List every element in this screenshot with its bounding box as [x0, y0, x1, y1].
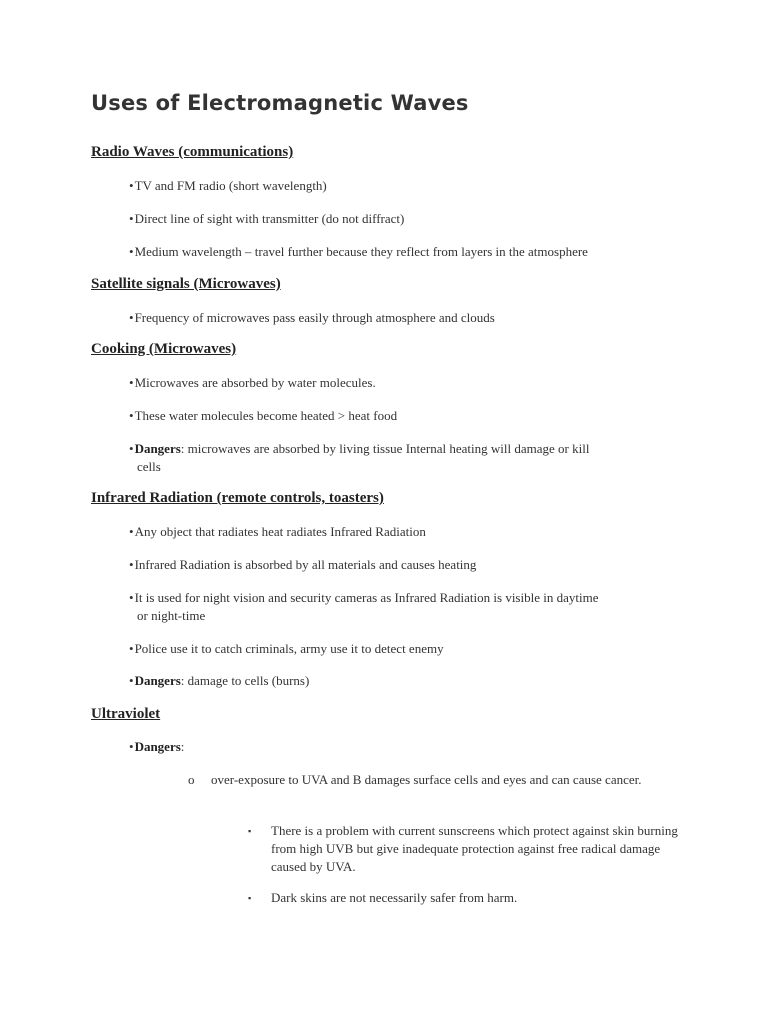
list-item: •Microwaves are absorbed by water molecules.	[129, 375, 376, 390]
bullet-icon: •	[129, 524, 134, 539]
sub-sub-list-item: ▪ There is a problem with current sunscreens which protect against skin burning from high UVB but give inadequate protection against free radical damage caused by UVA.	[248, 823, 678, 874]
sub-sub-list-item: ▪ Dark skins are not necessarily safer from harm.	[248, 890, 518, 905]
heading-infrared: Infrared Radiation (remote controls, toasters)	[91, 490, 384, 506]
sub-list-item: o over-exposure to UVA and B damages surface cells and eyes and can cause cancer.	[188, 772, 642, 787]
list-item: •Medium wavelength – travel further because they reflect from layers in the atmosphere	[129, 244, 588, 259]
bullet-icon: •	[129, 590, 134, 605]
list-item: •Infrared Radiation is absorbed by all materials and causes heating	[129, 557, 477, 572]
square-bullet-icon: ▪	[248, 893, 252, 903]
list-item: •TV and FM radio (short wavelength)	[129, 178, 327, 193]
square-bullet-icon: ▪	[248, 826, 252, 836]
bullet-icon: •	[129, 211, 134, 226]
bullet-icon: •	[129, 739, 134, 754]
page-title: Uses of Electromagnetic Waves	[91, 91, 469, 115]
list-item: •Direct line of sight with transmitter (do not diffract)	[129, 211, 405, 226]
list-item: •Dangers: damage to cells (burns)	[129, 673, 310, 688]
bullet-icon: •	[129, 673, 134, 688]
list-item: •It is used for night vision and security cameras as Infrared Radiation is visible in daytime or night-time	[129, 590, 599, 623]
heading-ultraviolet: Ultraviolet	[91, 706, 161, 722]
list-item: •These water molecules become heated > heat food	[129, 408, 398, 423]
heading-cooking: Cooking (Microwaves)	[91, 341, 237, 357]
circle-bullet-icon: o	[188, 772, 195, 787]
bullet-icon: •	[129, 441, 134, 456]
bullet-icon: •	[129, 375, 134, 390]
bullet-icon: •	[129, 310, 134, 325]
list-item: •Dangers:	[129, 739, 185, 754]
bullet-icon: •	[129, 244, 134, 259]
list-item: •Dangers: microwaves are absorbed by living tissue Internal heating will damage or kill cells	[129, 441, 590, 474]
bullet-icon: •	[129, 557, 134, 572]
bullet-icon: •	[129, 178, 134, 193]
list-item: •Police use it to catch criminals, army use it to detect enemy	[129, 641, 444, 656]
list-item: •Frequency of microwaves pass easily through atmosphere and clouds	[129, 310, 495, 325]
heading-satellite-signals: Satellite signals (Microwaves)	[91, 276, 281, 292]
bullet-icon: •	[129, 641, 134, 656]
list-item: •Any object that radiates heat radiates Infrared Radiation	[129, 524, 426, 539]
heading-radio-waves: Radio Waves (communications)	[91, 144, 294, 160]
bullet-icon: •	[129, 408, 134, 423]
